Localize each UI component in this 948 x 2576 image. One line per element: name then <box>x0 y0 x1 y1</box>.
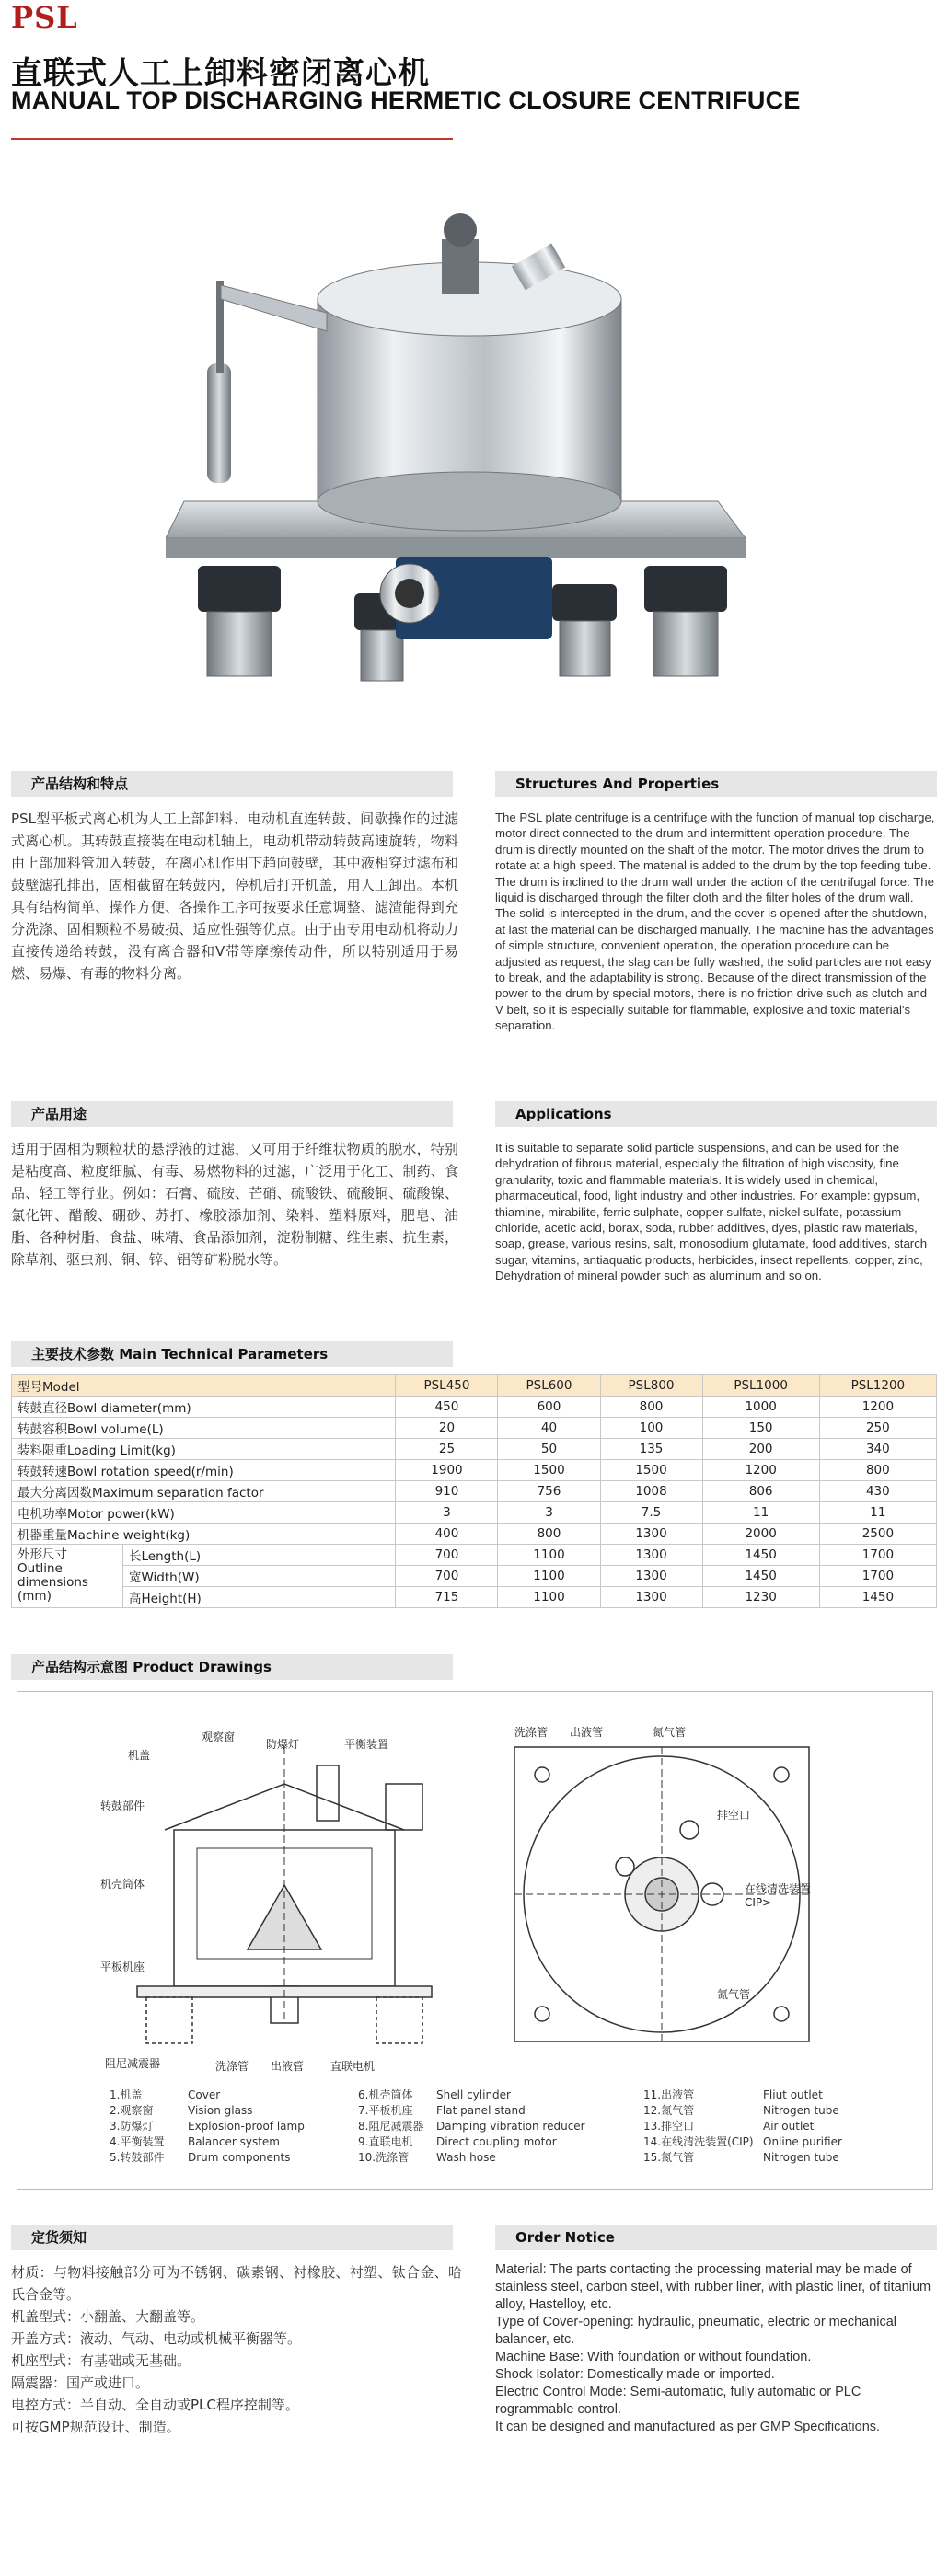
table-cell: 200 <box>702 1439 819 1460</box>
legend-english: Cover <box>188 2088 221 2101</box>
outline-dimensions-label <box>12 1545 123 1608</box>
section-heading-order-cn: 定货须知 <box>11 2225 453 2250</box>
table-row <box>12 1524 937 1545</box>
table-row <box>12 1460 937 1481</box>
order-line-cn: 机盖型式：小翻盖、大翻盖等。 <box>11 2308 205 2325</box>
table-cell: 1100 <box>498 1587 600 1608</box>
order-line-en: balancer, etc. <box>495 2332 575 2347</box>
table-cell: 1200 <box>702 1460 819 1481</box>
row-label: 转鼓直径Bowl diameter(mm) <box>12 1397 396 1418</box>
legend-row <box>110 2119 305 2134</box>
section-heading-structures-cn: 产品结构和特点 <box>11 771 453 797</box>
table-row <box>12 1397 937 1418</box>
table-cell: 450 <box>396 1397 498 1418</box>
table-cell: 756 <box>498 1481 600 1502</box>
table-cell: 1900 <box>396 1460 498 1481</box>
table-cell: 1300 <box>600 1587 702 1608</box>
order-line-cn: 隔震器：国产或进口。 <box>11 2375 150 2391</box>
section-heading-applications-cn: 产品用途 <box>11 1101 453 1127</box>
outline-label-en: Outline dimensions (mm) <box>17 1561 88 1604</box>
table-cell: 600 <box>498 1397 600 1418</box>
order-line-en: Type of Cover-opening: hydraulic, pneumatic, electric or mechanical <box>495 2315 897 2329</box>
table-row <box>12 1502 937 1524</box>
legend-number: 3.防爆灯 <box>110 2120 154 2133</box>
table-cell: 1450 <box>702 1566 819 1587</box>
order-line-cn: 可按GMP规范设计、制造。 <box>11 2419 180 2435</box>
table-cell: 400 <box>396 1524 498 1545</box>
product-code: PSL <box>11 0 78 35</box>
legend-english: Drum components <box>188 2151 291 2164</box>
row-label: 电机功率Motor power(kW) <box>12 1502 396 1524</box>
drawing-label: CIP> <box>745 1896 772 1909</box>
structures-text-cn: PSL型平板式离心机为人工上部卸料、电动机直连转鼓、间歇操作的过滤式离心机。其转鼓直接装在电动机轴上，电动机带动转鼓高速旋转，物料由上部加料管加入转鼓，在离心机作用下趋向鼓壁，其中液相穿过滤布和鼓壁滤孔排出，固相截留在转鼓内，停机后打开机盖，用人工卸出。本机具有结构简单、操作方便、各操作工序可按要求任意调整、滤渣能得到充分洗涤、固相颗粒不易破损、适应性强等优点。由于由专用电动机将动力直接传递给转鼓，没有离合器和V带等摩擦传动件，所以特别适用于易燃、易爆、有毒的物料分离。 <box>11 811 458 982</box>
header-model-cell: PSL600 <box>498 1375 600 1397</box>
applications-text-en: It is suitable to separate solid particle suspensions, and can be used for the dehydration of fibrous material, especially the filtration of high viscosity, fine granularity, toxic and flammable materials. It is widely used in chemical, pharmaceutical, food, light industry and other industries. For example: gypsum, thiamine, mirabilite, ferric sulphate, copper sulfate, nickel sulfate, potassium chloride, acetic acid, borax, soda, rubber additives, dyes, plastic raw materials, soap, grease, various resins, salt, monosodium glutamate, food additives, starch sugar, vitamins, antiaquatic products, herbicides, insect repellents, copper, zinc, Dehydration of mineral powder such as aluminum and so on. <box>495 1141 928 1283</box>
table-cell: 3 <box>396 1502 498 1524</box>
section-heading-order-en: Order Notice <box>495 2225 937 2250</box>
legend-number: 5.转鼓部件 <box>110 2151 165 2164</box>
legend-english: Balancer system <box>188 2135 280 2148</box>
legend-number: 12.氮气管 <box>643 2104 695 2117</box>
legend-english: Wash hose <box>436 2151 496 2164</box>
table-cell: 1300 <box>600 1566 702 1587</box>
header-model-label: 型号Model <box>12 1375 396 1397</box>
table-cell: 1230 <box>702 1587 819 1608</box>
legend-row <box>643 2087 842 2103</box>
outline-label-cn: 外形尺寸 <box>17 1547 67 1562</box>
section-heading-drawings: 产品结构示意图 Product Drawings <box>11 1654 453 1680</box>
table-cell: 1200 <box>819 1397 936 1418</box>
legend-row <box>358 2119 585 2134</box>
legend-english: Nitrogen tube <box>763 2104 839 2117</box>
legend-english: Air outlet <box>763 2120 815 2133</box>
table-cell: 1700 <box>819 1545 936 1566</box>
drawings-panel <box>17 1691 933 2190</box>
drawing-label: 平衡装置 <box>344 1738 389 1751</box>
drawing-label: 阻尼减震器 <box>105 2057 161 2070</box>
drawing-label: 排空口 <box>717 1809 751 1822</box>
table-cell: 1300 <box>600 1545 702 1566</box>
row-label: 宽Width(W) <box>123 1566 396 1587</box>
applications-text-cn: 适用于固相为颗粒状的悬浮液的过滤，又可用于纤维状物质的脱水，特别是粘度高、粒度细腻、有毒、易燃物料的过滤，广泛用于化工、制药、食品、轻工等行业。例如：石膏、硫胺、芒硝、硫酸铁、硫酸铜、硫酸镍、氯化钾、醋酸、硼砂、苏打、橡胶添加剂、染料、塑料原料，肥皂、油脂、各种树脂、食盐、味精、食品添加剂，淀粉制糖、维生素、抗生素，除草剂、驱虫剂、铜、锌、铝等矿粉脱水等。 <box>11 1141 458 1268</box>
legend-row <box>643 2103 842 2119</box>
drawing-label: 直联电机 <box>330 2060 376 2073</box>
table-cell: 11 <box>702 1502 819 1524</box>
drawing-label: 平板机座 <box>100 1961 145 1973</box>
drawing-label: 机盖 <box>128 1749 151 1762</box>
table-cell: 1300 <box>600 1524 702 1545</box>
drawing-label: 洗涤管 <box>514 1726 549 1739</box>
table-cell: 7.5 <box>600 1502 702 1524</box>
table-cell: 2000 <box>702 1524 819 1545</box>
table-cell: 910 <box>396 1481 498 1502</box>
legend-number: 4.平衡装置 <box>110 2135 165 2148</box>
row-label: 最大分离因数Maximum separation factor <box>12 1481 396 1502</box>
legend-number: 10.洗涤管 <box>358 2151 410 2164</box>
order-line-en: Electric Control Mode: Semi-automatic, fully automatic or PLC rogrammable control. <box>495 2385 861 2417</box>
legend-row <box>358 2087 585 2103</box>
row-label: 转鼓转速Bowl rotation speed(r/min) <box>12 1460 396 1481</box>
drawing-label: 机壳筒体 <box>100 1878 145 1891</box>
section-heading-applications-en: Applications <box>495 1101 937 1127</box>
order-line-cn: 材质：与物料接触部分可为不锈钢、碳素钢、衬橡胶、衬塑、钛合金、哈氏合金等。 <box>11 2264 462 2303</box>
legend-row <box>643 2150 842 2166</box>
order-line-en: It can be designed and manufactured as per GMP Specifications. <box>495 2420 881 2434</box>
legend-english: Nitrogen tube <box>763 2151 839 2164</box>
table-cell: 1500 <box>498 1460 600 1481</box>
legend-number: 1.机盖 <box>110 2088 143 2101</box>
table-cell: 11 <box>819 1502 936 1524</box>
order-line-en: Material: The parts contacting the processing material may be made of <box>495 2262 912 2277</box>
legend-row <box>358 2150 585 2166</box>
table-cell: 1100 <box>498 1545 600 1566</box>
side-section-drawing <box>110 1719 459 2069</box>
section-heading-structures-en: Structures And Properties <box>495 771 937 797</box>
order-line-en: Machine Base: With foundation or without foundation. <box>495 2350 812 2364</box>
legend-row <box>358 2103 585 2119</box>
parameters-table <box>11 1374 937 1608</box>
table-cell: 1500 <box>600 1460 702 1481</box>
legend-number: 8.阻尼减震器 <box>358 2120 424 2133</box>
table-cell: 700 <box>396 1545 498 1566</box>
legend-number: 2.观察窗 <box>110 2104 154 2117</box>
table-cell: 800 <box>498 1524 600 1545</box>
legend-row <box>110 2103 305 2119</box>
table-cell: 3 <box>498 1502 600 1524</box>
order-line-cn: 开盖方式：液动、气动、电动或机械平衡器等。 <box>11 2330 302 2347</box>
legend-row <box>358 2134 585 2150</box>
table-cell: 40 <box>498 1418 600 1439</box>
legend-english: Explosion-proof lamp <box>188 2120 305 2133</box>
legend-number: 7.平板机座 <box>358 2104 413 2117</box>
order-line-en: Shock Isolator: Domestically made or imported. <box>495 2367 775 2382</box>
table-cell: 1100 <box>498 1566 600 1587</box>
table-cell: 50 <box>498 1439 600 1460</box>
table-row <box>12 1481 937 1502</box>
legend-english: Shell cylinder <box>436 2088 511 2101</box>
table-cell: 2500 <box>819 1524 936 1545</box>
legend-english: Vision glass <box>188 2104 253 2117</box>
row-label: 转鼓容积Bowl volume(L) <box>12 1418 396 1439</box>
table-row <box>12 1545 937 1566</box>
table-cell: 700 <box>396 1566 498 1587</box>
legend-row <box>643 2134 842 2150</box>
table-cell: 800 <box>819 1460 936 1481</box>
header-model-cell: PSL800 <box>600 1375 702 1397</box>
drawing-label: 氮气管 <box>653 1726 687 1739</box>
structures-text-en: The PSL plate centrifuge is a centrifuge with the function of manual top discharge, motor direct connected to the drum and intermittent operation procedure. The drum is directly mounted on the shaft of the motor. The motor drives the drum to rotate at a high speed. The material is added to the drum by the top feeding tube. The drum is inclined to the drum wall under the action of the centrifugal force. The liquid is discharged through the filter cloth and the filter holes of the drum wall. The solid is intercepted in the drum, and the cover is opened after the shutdown, at last the material can be discharged manually. The machine has the advantages of simple structure, convenient operation, the operation procedure can be adjusted as request, the slag can be fully washed, the solid particles are not easy to break, and the adaptability is strong. Because of the direct transmission of the power to the drum by special motors, there is no friction drive such as clutch and V belt, so it is especially suitable for flammable, explosive and toxic material's separation. <box>495 811 935 1033</box>
legend-number: 9.直联电机 <box>358 2135 413 2148</box>
table-row <box>12 1566 937 1587</box>
table-cell: 1450 <box>819 1587 936 1608</box>
drawing-label: 观察窗 <box>202 1731 236 1743</box>
table-cell: 800 <box>600 1397 702 1418</box>
table-cell: 715 <box>396 1587 498 1608</box>
table-row <box>12 1418 937 1439</box>
legend-number: 13.排空口 <box>643 2120 695 2133</box>
legend-number: 6.机壳筒体 <box>358 2088 413 2101</box>
legend-number: 14.在线清洗装置(CIP) <box>643 2135 754 2148</box>
legend-english: Damping vibration reducer <box>436 2120 585 2133</box>
row-label: 高Height(H) <box>123 1587 396 1608</box>
row-label: 长Length(L) <box>123 1545 396 1566</box>
table-cell: 250 <box>819 1418 936 1439</box>
legend-row <box>643 2119 842 2134</box>
centrifuge-product-photo <box>166 161 755 695</box>
header-model-cell: PSL1200 <box>819 1375 936 1397</box>
legend-row <box>110 2134 305 2150</box>
legend-english: Direct coupling motor <box>436 2135 557 2148</box>
order-line-cn: 机座型式：有基础或无基础。 <box>11 2352 191 2369</box>
table-cell: 806 <box>702 1481 819 1502</box>
drawing-label: 氮气管 <box>717 1988 751 2001</box>
drawing-label: 在线清洗装置 <box>745 1882 812 1895</box>
legend-column-3 <box>643 2087 842 2166</box>
legend-column-2 <box>358 2087 585 2166</box>
legend-english: Flat panel stand <box>436 2104 526 2117</box>
drawing-label: 防爆灯 <box>266 1738 300 1751</box>
drawing-label: 出液管 <box>271 2060 305 2073</box>
table-cell: 1450 <box>702 1545 819 1566</box>
row-label: 机器重量Machine weight(kg) <box>12 1524 396 1545</box>
drawing-label: 转鼓部件 <box>100 1800 145 1812</box>
table-cell: 20 <box>396 1418 498 1439</box>
legend-column-1 <box>110 2087 305 2166</box>
table-cell: 1000 <box>702 1397 819 1418</box>
table-row <box>12 1587 937 1608</box>
table-cell: 150 <box>702 1418 819 1439</box>
page-title-en: MANUAL TOP DISCHARGING HERMETIC CLOSURE CENTRIFUCE <box>11 86 801 114</box>
page-title-cn: 直联式人工上卸料密闭离心机 <box>11 55 430 92</box>
order-line-en: stainless steel, carbon steel, with rubber liner, with plastic liner, of titanium alloy, Hastelloy, etc. <box>495 2280 931 2312</box>
legend-row <box>110 2087 305 2103</box>
section-heading-params: 主要技术参数 Main Technical Parameters <box>11 1341 453 1367</box>
table-cell: 25 <box>396 1439 498 1460</box>
drawing-label: 洗涤管 <box>215 2060 249 2073</box>
table-cell: 135 <box>600 1439 702 1460</box>
header-model-cell: PSL450 <box>396 1375 498 1397</box>
legend-number: 15.氮气管 <box>643 2151 695 2164</box>
order-line-cn: 电控方式：半自动、全自动或PLC程序控制等。 <box>11 2397 299 2413</box>
table-header-row <box>12 1375 937 1397</box>
table-cell: 1700 <box>819 1566 936 1587</box>
header-model-cell: PSL1000 <box>702 1375 819 1397</box>
legend-english: Online purifier <box>763 2135 842 2148</box>
title-underline <box>11 138 453 140</box>
row-label: 装料限重Loading Limit(kg) <box>12 1439 396 1460</box>
legend-row <box>110 2150 305 2166</box>
table-row <box>12 1439 937 1460</box>
drawing-label: 出液管 <box>570 1726 604 1739</box>
legend-english: Fliut outlet <box>763 2088 823 2101</box>
table-cell: 100 <box>600 1418 702 1439</box>
table-cell: 430 <box>819 1481 936 1502</box>
table-cell: 1008 <box>600 1481 702 1502</box>
table-cell: 340 <box>819 1439 936 1460</box>
order-text-en <box>495 2261 937 2436</box>
legend-number: 11.出液管 <box>643 2088 695 2101</box>
order-text-cn <box>11 2261 462 2438</box>
